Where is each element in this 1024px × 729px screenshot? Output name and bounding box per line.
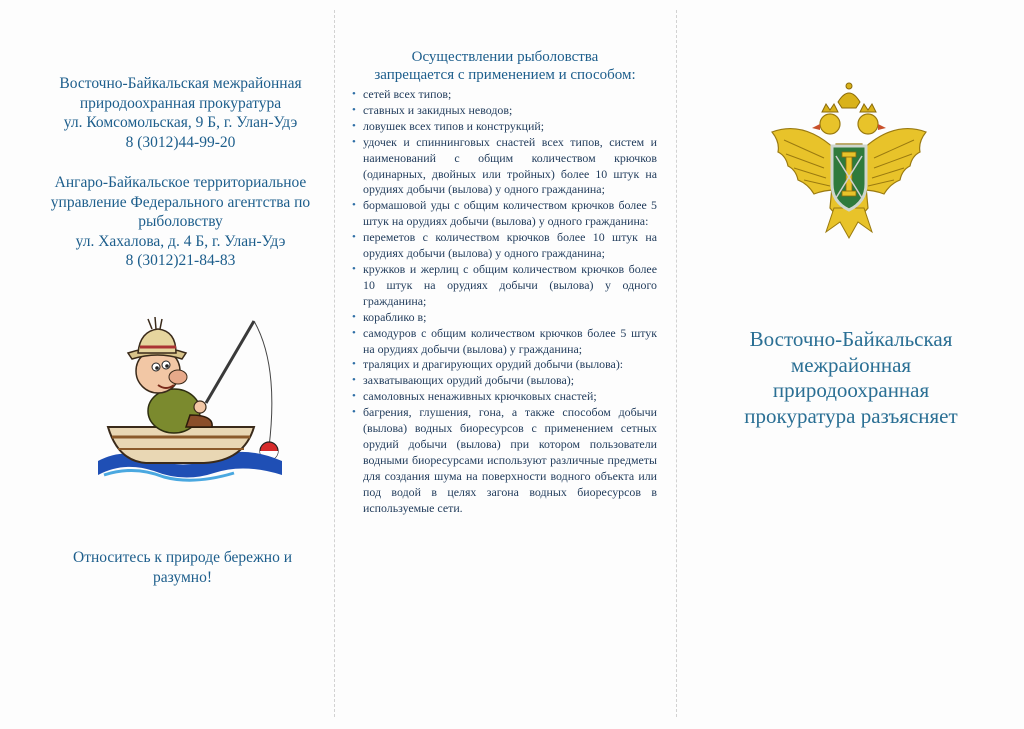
prohibitions-list (352, 87, 657, 516)
org2-phone: 8 (3012)21-84-83 (125, 252, 236, 269)
org2-address: ул. Хахалова, д. 4 Б, г. Улан-Удэ (75, 232, 286, 250)
double-headed-eagle-emblem-icon (764, 80, 934, 248)
heading-line2: запрещается с применением и способом: (374, 67, 636, 83)
prohibitions-heading (344, 48, 666, 84)
list-item: • кораблико в; (352, 310, 657, 326)
list-item: • удочек и спиннинговых снастей всех типов, систем и наименований с общим количеством крючков (одинарных, двойных или тройных) более 10 штук на орудиях добычи (вылова) у одного гражданина; (352, 135, 657, 199)
list-item: • переметов с количеством крючков более 10 штук на орудиях добычи (вылова) у одного гражданина; (352, 230, 657, 262)
list-item: • траляцих и драгирующих орудий добычи (вылова): (352, 357, 657, 373)
motto (40, 548, 325, 588)
org2-line1: Ангаро-Байкальское территориальное (54, 174, 307, 191)
list-item: • самодуров с общим количеством крючков более 5 штук на орудиях добычи (вылова) у гражданина; (352, 326, 657, 358)
list-item: • сетей всех типов; (352, 87, 657, 103)
list-item: • самоловных ненаживных крючковых снастей; (352, 389, 657, 405)
middle-panel (336, 0, 674, 729)
title-line4: прокуратура разъясняет (744, 403, 958, 428)
org1-name-line1: Восточно-Байкальская межрайонная (59, 75, 302, 92)
org1-phone: 8 (3012)44-99-20 (125, 133, 236, 151)
left-panel (0, 0, 333, 729)
title-line3: природоохранная (772, 378, 930, 402)
motto-line2: разумно! (153, 569, 212, 586)
org2-line3: рыболовству (138, 213, 223, 230)
list-item: • багрения, глушения, гона, а также способом добычи (вылова) водных биоресурсов с применением сетных орудий добычи (вылова) при котором пользователи водными биоресурсами используют различные предметы для создания шума на поверхности водного объекта или под водой в целях загона водных биоресурсов в используемые сети. (352, 405, 657, 516)
title-line2: межрайонная (790, 352, 912, 377)
right-panel (678, 0, 1024, 729)
heading-line1: Осуществлении рыболовства (411, 49, 599, 65)
list-item: • ставных и закидных неводов; (352, 103, 657, 119)
fold-line-right (676, 10, 677, 717)
prosecutor-contact-block (18, 74, 343, 152)
list-item: • ловушек всех типов и конструкций; (352, 119, 657, 135)
brochure-title (688, 327, 1014, 429)
org2-line2: управление Федерального агентства по (50, 193, 311, 211)
org1-address: ул. Комсомольская, 9 Б, г. Улан-Удэ (63, 114, 298, 131)
list-item: • бормашовой уды с общим количеством крючков более 5 штук на орудиях добычи (вылова) у одного гражданина: (352, 198, 657, 230)
motto-line1: Относитесь к природе бережно и (73, 549, 292, 566)
list-item: • захватывающих орудий добычи (вылова); (352, 373, 657, 389)
fisherman-in-boat-icon (94, 315, 284, 485)
list-item: • кружков и жерлиц с общим количеством крючков более 10 штук на орудиях добычи (вылова) у одного гражданина; (352, 262, 657, 310)
org1-name-line2: природоохранная прокуратура (79, 94, 282, 112)
fishery-agency-contact-block (18, 173, 343, 271)
title-line1: Восточно-Байкальская (749, 327, 953, 351)
